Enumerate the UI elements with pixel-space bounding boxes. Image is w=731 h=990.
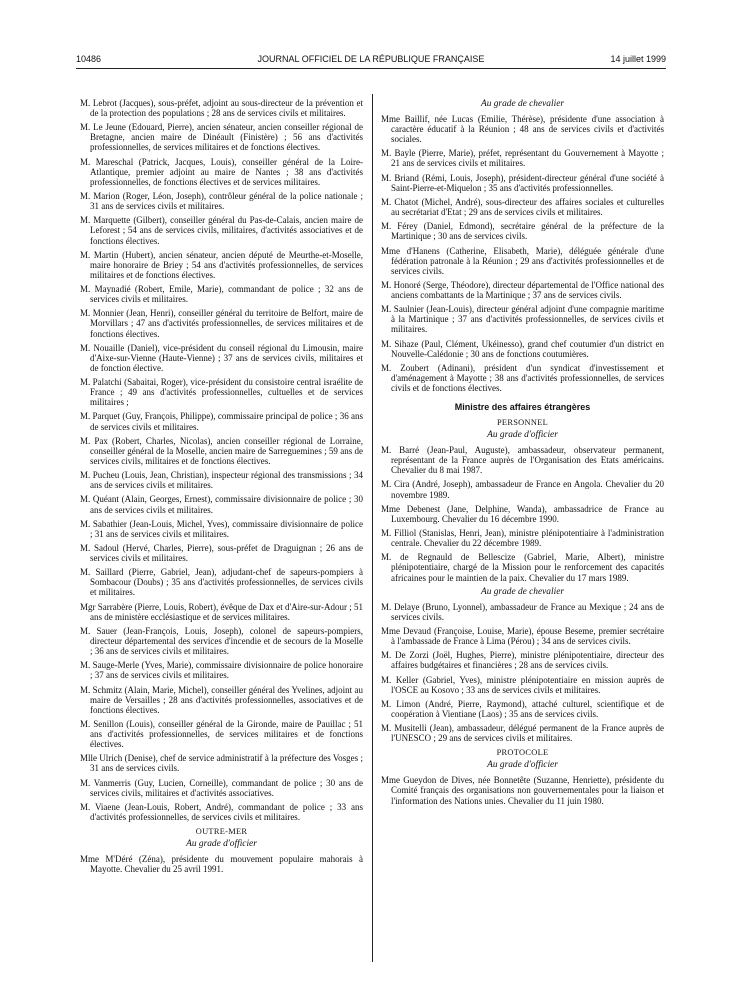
page-number: 10486 — [76, 54, 102, 64]
entry-list-chevalier — [381, 114, 664, 393]
entry-paragraph: Mme Gueydon de Dives, née Bonnetête (Suzanne, Henriette), présidente du Comité français des organisations non gouvernementales pour la liaison et l'information des Nations unies. Chevalier du 11 juin 1980. — [381, 775, 664, 806]
entry-paragraph: M. Nouaille (Daniel), vice-président du conseil régional du Limousin, maire d'Aixe-sur-Vienne (Haute-Vienne) ; 37 ans de services civils, militaires et de fonction élective. — [80, 342, 363, 373]
entry-paragraph: M. Quéant (Alain, Georges, Ernest), commissaire divisionnaire de police ; 30 ans de services civils et militaires. — [80, 494, 363, 515]
entry-list-interior — [80, 98, 363, 822]
entry-paragraph: M. Mareschal (Patrick, Jacques, Louis), conseiller général de la Loire-Atlantique, premier adjoint au maire de Nantes ; 38 ans d'activités professionnelles, de fonctions électives et de services militaires. — [80, 156, 363, 187]
entry-paragraph: M. Briand (Rémi, Louis, Joseph), président-directeur général d'une société à Saint-Pierre-et-Miquelon ; 35 ans d'activités professionnelles. — [381, 172, 664, 193]
right-column — [381, 98, 664, 810]
chevalier-grade-heading-2: Au grade de chevalier — [480, 586, 565, 597]
personnel-heading: PERSONNEL — [496, 418, 549, 428]
header-rule — [76, 68, 666, 69]
officier-grade-heading: Au grade d'officier — [487, 430, 558, 441]
ministry-title: Ministre des affaires étrangères — [454, 402, 591, 413]
entry-paragraph: M. Senillon (Louis), conseiller général de la Gironde, maire de Pauillac ; 51 ans d'activités professionnelles, de services militaires et de fonctions électives. — [80, 718, 363, 750]
entry-paragraph: M. Lebrot (Jacques), sous-préfet, adjoint au sous-directeur de la prévention et de la protection des populations ; 28 ans de services civils et militaires. — [80, 98, 363, 119]
entry-paragraph: M. Pucheu (Louis, Jean, Christian), inspecteur régional des transmissions ; 34 ans de services civils et militaires. — [80, 470, 363, 491]
entry-paragraph: M. Zoubert (Adinani), président d'un syndicat d'investissement et d'aménagement à Mayotte ; 38 ans d'activités professionnelles, de services civils et de fonctions électives. — [381, 362, 664, 393]
entry-paragraph: M. Sadoul (Hervé, Charles, Pierre), sous-préfet de Draguignan ; 26 ans de services civils et militaires. — [80, 542, 363, 564]
left-column — [80, 98, 363, 878]
entry-paragraph: M. Vanmerris (Guy, Lucien, Corneille), commandant de police ; 30 ans de services civils, militaires et d'activités associatives. — [80, 777, 363, 798]
entry-list-officier — [381, 445, 664, 583]
entry-paragraph: M. Viaene (Jean-Louis, Robert, André), commandant de police ; 33 ans d'activités professionnelles, de services civils et militaires. — [80, 801, 363, 822]
entry-paragraph: M. Cira (André, Joseph), ambassadeur de France en Angola. Chevalier du 20 novembre 1989. — [381, 479, 664, 500]
entry-paragraph: M. Saillard (Pierre, Gabriel, Jean), adjudant-chef de sapeurs-pompiers à Sombacour (Doubs) ; 35 ans d'activités professionnelles, de services civils et militaires. — [80, 567, 363, 598]
entry-paragraph: Mme Baillif, née Lucas (Emilie, Thérèse), présidente d'une association à caractère éducatif à la Réunion ; 48 ans de services civils et d'activités sociales. — [381, 114, 664, 145]
entry-paragraph: Mme Debenest (Jane, Delphine, Wanda), ambassadrice de France au Luxembourg. Chevalier du 16 décembre 1990. — [381, 503, 664, 524]
entry-paragraph: M. Schmitz (Alain, Marie, Michel), conseiller général des Yvelines, adjoint au maire de Versailles ; 28 ans d'activités professionnelles, associatives et de fonctions électives. — [80, 684, 363, 715]
entry-paragraph: M. Sabathier (Jean-Louis, Michel, Yves), commissaire divisionnaire de police ; 31 ans de services civils et militaires. — [80, 518, 363, 539]
entry-paragraph: M. Le Jeune (Edouard, Pierre), ancien sénateur, ancien conseiller régional de Bretagne, ancien maire de Dinéault (Finistère) ; 56 ans d'activités professionnelles, de services militaires et de fonctions électives. — [80, 122, 363, 153]
entry-paragraph: M. de Regnauld de Bellescize (Gabriel, Marie, Albert), ministre plénipotentiaire, chargé de la Mission pour le renforcement des capacités africaines pour le maintien de la paix. Chevalier du 17 mars 1989. — [381, 552, 664, 583]
entry-paragraph: M. Palatchi (Sabaitai, Roger), vice-président du consistoire central israélite de France ; 49 ans d'activités professionnelles, cultuelles et de services militaires ; — [80, 377, 363, 408]
entry-list-chevalier-2 — [381, 602, 664, 744]
entry-paragraph: M. Keller (Gabriel, Yves), ministre plénipotentiaire en mission auprès de l'OSCE au Kosovo ; 33 ans de services civils et militaires. — [381, 674, 664, 695]
entry-paragraph: M. Monnier (Jean, Henri), conseiller général du territoire de Belfort, maire de Morvillars ; 47 ans d'activités professionnelles, de services militaires et de fonctions électives. — [80, 308, 363, 339]
entry-paragraph: M. Marion (Roger, Léon, Joseph), contrôleur général de la police nationale ; 31 ans de services civils et militaires. — [80, 191, 363, 212]
entry-paragraph: M. Maynadié (Robert, Emile, Marie), commandant de police ; 32 ans de services civils et militaires. — [80, 284, 363, 305]
outre-mer-heading: OUTRE-MER — [195, 827, 248, 837]
protocole-grade-heading: Au grade d'officier — [487, 760, 558, 771]
outre-mer-grade: Au grade d'officier — [186, 839, 257, 850]
entry-list-outre-mer — [80, 854, 363, 874]
entry-list-protocole — [381, 775, 664, 805]
column-divider — [372, 94, 373, 962]
entry-paragraph: Mme d'Hanens (Catherine, Elisabeth, Marie), déléguée générale d'une fédération patronale à la Réunion ; 29 ans d'activités professionnelles et de services civils. — [381, 245, 664, 276]
entry-paragraph: M. Chatot (Michel, André), sous-directeur des affaires sociales et culturelles au secrétariat d'Etat ; 29 ans de services civils et militaires. — [381, 196, 664, 218]
entry-paragraph: M. Pax (Robert, Charles, Nicolas), ancien conseiller régional de Lorraine, conseiller général de la Moselle, ancien maire de Sarreguemines ; 59 ans de services civils, militaires et de fonctions électives. — [80, 435, 363, 466]
entry-paragraph: Mlle Ulrich (Denise), chef de service administratif à la préfecture des Vosges ; 31 ans de services civils. — [80, 753, 363, 774]
entry-paragraph: M. Marquette (Gilbert), conseiller général du Pas-de-Calais, ancien maire de Leforest ; 54 ans de services civils, militaires, d'activités associatives et de fonctions électives. — [80, 215, 363, 246]
entry-paragraph: M. Musitelli (Jean), ambassadeur, délégué permanent de la France auprès de l'UNESCO ; 29 ans de services civils et militaires. — [381, 723, 664, 744]
entry-paragraph: Mme Devaud (Françoise, Louise, Marie), épouse Beseme, premier secrétaire à l'ambassade de France à Lima (Pérou) ; 34 ans de services civils. — [381, 625, 664, 647]
entry-paragraph: M. Parquet (Guy, François, Philippe), commissaire principal de police ; 36 ans de services civils et militaires. — [80, 411, 363, 432]
entry-paragraph: M. Bayle (Pierre, Marie), préfet, représentant du Gouvernement à Mayotte ; 21 ans de services civils et militaires. — [381, 148, 664, 169]
entry-paragraph: M. Limon (André, Pierre, Raymond), attaché culturel, scientifique et de coopération à Vientiane (Laos) ; 35 ans de services civils. — [381, 698, 664, 719]
protocole-heading: PROTOCOLE — [496, 748, 549, 758]
chevalier-grade-heading: Au grade de chevalier — [480, 99, 565, 109]
entry-paragraph: M. Saulnier (Jean-Louis), directeur général adjoint d'une compagnie maritime à la Martinique ; 37 ans d'activités professionnelles, de services civils et militaires. — [381, 304, 664, 335]
entry-paragraph: M. Sauge-Merle (Yves, Marie), commissaire divisionnaire de police honoraire ; 37 ans de services civils et militaires. — [80, 660, 363, 681]
entry-paragraph: M. Delaye (Bruno, Lyonnel), ambassadeur de France au Mexique ; 24 ans de services civils. — [381, 601, 664, 622]
entry-paragraph: M. Honoré (Serge, Théodore), directeur départemental de l'Office national des anciens combattants de la Martinique ; 37 ans de services civils. — [381, 279, 664, 300]
entry-paragraph: M. De Zorzi (Joël, Hughes, Pierre), ministre plénipotentiaire, directeur des affaires budgétaires et financières ; 28 ans de services civils. — [381, 650, 664, 671]
entry-paragraph: Mme M'Déré (Zéna), présidente du mouvement populaire mahorais à Mayotte. Chevalier du 25 avril 1991. — [80, 854, 363, 875]
entry-paragraph: M. Sauer (Jean-François, Louis, Joseph), colonel de sapeurs-pompiers, directeur départemental des services d'incendie et de secours de la Moselle ; 36 ans de services civils et militaires. — [80, 625, 363, 657]
journal-title: JOURNAL OFFICIEL DE LA RÉPUBLIQUE FRANÇAISE — [257, 54, 485, 64]
entry-paragraph: M. Barré (Jean-Paul, Auguste), ambassadeur, observateur permanent, représentant de la France auprès de l'Organisation des Etats américains. Chevalier du 8 mai 1987. — [381, 445, 664, 476]
entry-paragraph: M. Sihaze (Paul, Clément, Ukéinesso), grand chef coutumier d'un district en Nouvelle-Calédonie ; 30 ans de fonctions coutumières. — [381, 338, 664, 359]
entry-paragraph: Mgr Sarrabère (Pierre, Louis, Robert), évêque de Dax et d'Aire-sur-Adour ; 51 ans de ministère ecclésiastique et de services militaires. — [80, 601, 363, 622]
entry-paragraph: M. Filliol (Stanislas, Henri, Jean), ministre plénipotentiaire à l'administration centrale. Chevalier du 22 décembre 1989. — [381, 528, 664, 549]
issue-date: 14 juillet 1999 — [610, 54, 666, 64]
entry-paragraph: M. Férey (Daniel, Edmond), secrétaire général de la préfecture de la Martinique ; 30 ans de services civils. — [381, 221, 664, 242]
entry-paragraph: M. Martin (Hubert), ancien sénateur, ancien député de Meurthe-et-Moselle, maire honoraire de Briey ; 54 ans d'activités professionnelles, de services militaires et de fonctions électives. — [80, 249, 363, 280]
